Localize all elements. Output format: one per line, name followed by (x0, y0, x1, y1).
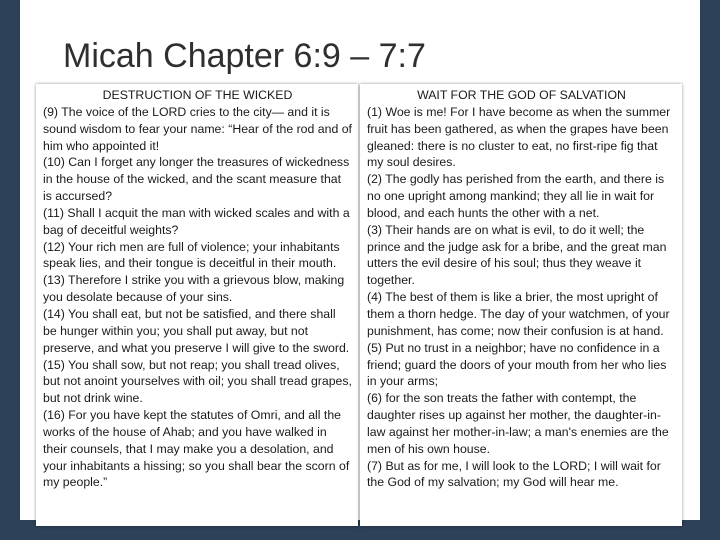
verse-6-9: (9) The voice of the LORD cries to the city— and it is sound wisdom to fear your name: “Hear of the rod and of him who appointed it! (43, 104, 352, 153)
left-column-heading: DESTRUCTION OF THE WICKED (102, 88, 293, 102)
verse-6-10: (10) Can I forget any longer the treasures of wickedness in the house of the wicked, and the scant measure that is accursed? (43, 155, 350, 204)
verse-7-1: (1) Woe is me! For I have become as when the summer fruit has been gathered, as when the grapes have been gleaned: there is no cluster to eat, no first-ripe fig that my soul desires. (367, 104, 671, 170)
verse-6-14: (14) You shall eat, but not be satisfied, and there shall be hunger within you; you shall put away, but not preserve, and what you preserve I will give to the sword. (43, 306, 350, 355)
verse-7-7: (7) But as for me, I will look to the LORD; I will wait for the God of my salvation; my God will hear me. (367, 458, 661, 490)
verse-6-13: (13) Therefore I strike you with a grievous blow, making you desolate because of your sins. (43, 273, 345, 305)
slide-title: Micah Chapter 6:9 – 7:7 (63, 37, 426, 75)
verse-7-6: (6) for the son treats the father with contempt, the daughter rises up against her mother, the daughter-in-law against her mother-in-law; a man's enemies are the men of his own house. (367, 391, 669, 456)
verse-7-4: (4) The best of them is like a brier, the most upright of them a thorn hedge. The day of your watchmen, of your punishment, has come; now their confusion is at hand. (367, 290, 670, 338)
verse-7-3: (3) Their hands are on what is evil, to do it well; the prince and the judge ask for a bribe, and the great man utters the evil desire of his soul; thus they weave it together. (367, 222, 667, 288)
left-column (36, 84, 358, 526)
verse-6-11: (11) Shall I acquit the man with wicked scales and with a bag of deceitful weights? (43, 205, 350, 237)
verse-6-12: (12) Your rich men are full of violence; your inhabitants speak lies, and their tongue is deceitful in their mouth. (43, 239, 340, 271)
verse-6-15: (15) You shall sow, but not reap; you shall tread olives, but not anoint yourselves with oil; you shall tread grapes, but not drink wine. (43, 357, 352, 406)
right-column (360, 84, 682, 526)
right-column-heading: WAIT FOR THE GOD OF SALVATION (417, 88, 626, 102)
verse-6-16: (16) For you have kept the statutes of Omri, and all the works of the house of Ahab; and you have walked in their counsels, that I may make you a desolation, and your inhabitants a hissing; so you shall bear the scorn of my people.” (43, 408, 350, 490)
verse-7-2: (2) The godly has perished from the earth, and there is no one upright among mankind; they all lie in wait for blood, and each hunts the other with a net. (367, 172, 665, 220)
scripture-columns (36, 84, 682, 526)
verse-7-5: (5) Put no trust in a neighbor; have no confidence in a friend; guard the doors of your mouth from her who lies in your arms; (367, 340, 667, 389)
